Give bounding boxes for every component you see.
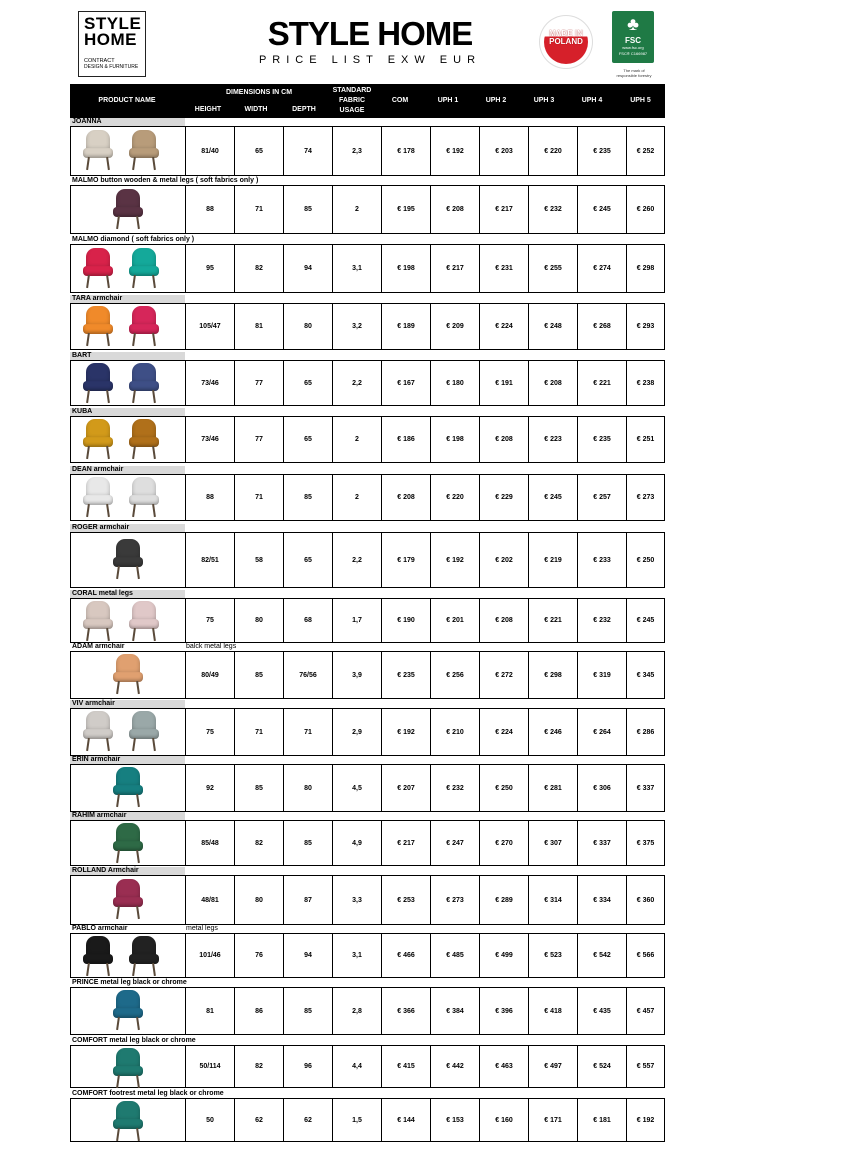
cell-depth: 94 bbox=[284, 934, 333, 977]
cell-uph5: € 457 bbox=[636, 1007, 655, 1015]
armchair-icon bbox=[111, 990, 145, 1030]
cell-uph3: € 298 bbox=[529, 652, 578, 698]
cell-depth: 74 bbox=[284, 127, 333, 175]
armchair-icon bbox=[81, 936, 115, 976]
cell-uph3: € 232 bbox=[529, 186, 578, 233]
cell-uph3: € 248 bbox=[529, 304, 578, 349]
logo-line-2: HOME bbox=[84, 30, 137, 49]
cell-uph3: € 221 bbox=[529, 599, 578, 642]
cell-uph4: € 257 bbox=[578, 475, 627, 520]
cell-uph1: € 210 bbox=[431, 709, 480, 755]
cell-uph1: € 153 bbox=[431, 1099, 480, 1141]
cell-uph3: € 171 bbox=[529, 1099, 578, 1141]
product-image bbox=[71, 934, 186, 977]
cell-fabric: 3,2 bbox=[333, 304, 382, 349]
cell-depth: 94 bbox=[284, 245, 333, 292]
fsc-note: The mark of responsible forestry bbox=[616, 68, 652, 78]
page-title: STYLE HOME bbox=[267, 15, 473, 52]
cell-depth: 76/56 bbox=[284, 652, 333, 698]
cell-uph4: € 524 bbox=[578, 1046, 627, 1087]
cell-uph4: € 542 bbox=[578, 934, 627, 977]
table-row bbox=[70, 875, 665, 925]
product-image bbox=[71, 186, 186, 233]
cell-fabric: 4,9 bbox=[333, 821, 382, 865]
cell-uph3: € 245 bbox=[529, 475, 578, 520]
cell-height: 92 bbox=[186, 765, 235, 811]
product-name: ERIN armchair bbox=[70, 756, 185, 764]
cell-uph1: € 247 bbox=[431, 821, 480, 865]
product-image bbox=[71, 876, 186, 924]
product-name: KUBA bbox=[70, 408, 185, 416]
product-name: CORAL metal legs bbox=[70, 590, 185, 598]
cell-fabric: 2,2 bbox=[333, 361, 382, 405]
fsc-code: FSC® C166987 bbox=[618, 51, 648, 56]
cell-uph3: € 255 bbox=[529, 245, 578, 292]
product-image bbox=[71, 127, 186, 175]
product-image bbox=[71, 361, 186, 405]
cell-uph2: € 270 bbox=[480, 821, 529, 865]
cell-com: € 167 bbox=[382, 361, 431, 405]
cell-width: 80 bbox=[235, 599, 284, 642]
cell-depth: 80 bbox=[284, 765, 333, 811]
cell-uph2: € 203 bbox=[480, 127, 529, 175]
product-name: ADAM armchair bbox=[72, 643, 125, 650]
cell-uph5: € 298 bbox=[636, 265, 655, 272]
cell-com: € 178 bbox=[382, 127, 431, 175]
cell-uph2: € 229 bbox=[480, 475, 529, 520]
cell-uph2: € 250 bbox=[480, 765, 529, 811]
fsc-name: FSC bbox=[625, 36, 641, 45]
cell-uph1: € 256 bbox=[431, 652, 480, 698]
armchair-icon bbox=[81, 363, 115, 403]
armchair-icon bbox=[81, 130, 115, 170]
cell-uph4: € 268 bbox=[578, 304, 627, 349]
product-note: balck metal legs bbox=[186, 643, 237, 650]
cell-height: 95 bbox=[186, 245, 235, 292]
armchair-icon bbox=[111, 539, 145, 579]
cell-width: 62 bbox=[235, 1099, 284, 1141]
cell-uph3: € 220 bbox=[529, 127, 578, 175]
made-in-poland-badge bbox=[540, 16, 592, 68]
logo-line-4: DESIGN & FURNITURE bbox=[84, 64, 139, 70]
cell-fabric: 2,9 bbox=[333, 709, 382, 755]
header-uph4: UPH 4 bbox=[581, 97, 603, 104]
cell-uph5: € 251 bbox=[636, 436, 655, 443]
product-name: MALMO button wooden & metal legs ( soft fabrics only ) bbox=[72, 177, 259, 184]
cell-com: € 195 bbox=[382, 186, 431, 233]
header-fabric-2: FABRIC bbox=[338, 97, 366, 104]
cell-uph1: € 209 bbox=[431, 304, 480, 349]
cell-uph5: € 238 bbox=[636, 379, 655, 387]
cell-uph2: € 272 bbox=[480, 652, 529, 698]
armchair-icon bbox=[127, 477, 161, 517]
cell-com: € 189 bbox=[382, 304, 431, 349]
cell-width: 86 bbox=[235, 988, 284, 1034]
cell-uph2: € 231 bbox=[480, 245, 529, 292]
cell-depth: 87 bbox=[284, 876, 333, 924]
cell-uph3: € 523 bbox=[529, 934, 578, 977]
cell-fabric: 4,4 bbox=[333, 1046, 382, 1087]
cell-com: € 466 bbox=[382, 934, 431, 977]
cell-uph1: € 192 bbox=[431, 127, 480, 175]
cell-depth: 71 bbox=[284, 709, 333, 755]
logo-line-1: STYLE bbox=[84, 14, 142, 33]
cell-width: 76 bbox=[235, 934, 284, 977]
header-depth: DEPTH bbox=[292, 106, 316, 113]
cell-com: € 198 bbox=[382, 245, 431, 292]
armchair-icon bbox=[127, 936, 161, 976]
cell-height: 75 bbox=[186, 709, 235, 755]
product-name: BART bbox=[70, 352, 185, 360]
cell-fabric: 2,2 bbox=[333, 533, 382, 587]
armchair-icon bbox=[111, 1048, 145, 1088]
product-name: RAHIM armchair bbox=[70, 812, 185, 820]
cell-uph1: € 208 bbox=[431, 186, 480, 233]
cell-width: 80 bbox=[235, 876, 284, 924]
cell-com: € 208 bbox=[382, 475, 431, 520]
table-row bbox=[70, 933, 665, 978]
cell-width: 81 bbox=[235, 304, 284, 349]
cell-com: € 235 bbox=[382, 652, 431, 698]
cell-fabric: 3,9 bbox=[333, 652, 382, 698]
cell-fabric: 3,3 bbox=[333, 876, 382, 924]
cell-height: 85/48 bbox=[186, 821, 235, 865]
cell-fabric: 2 bbox=[333, 475, 382, 520]
table-row bbox=[70, 708, 665, 756]
table-row bbox=[70, 416, 665, 463]
cell-height: 50 bbox=[186, 1099, 235, 1141]
armchair-icon bbox=[127, 248, 161, 288]
header-product: PRODUCT NAME bbox=[98, 97, 156, 104]
cell-uph3: € 219 bbox=[529, 533, 578, 587]
cell-uph2: € 191 bbox=[480, 361, 529, 405]
table-row bbox=[70, 244, 665, 293]
cell-uph4: € 235 bbox=[578, 127, 627, 175]
cell-width: 71 bbox=[235, 475, 284, 520]
product-note: metal legs bbox=[186, 925, 218, 932]
cell-depth: 85 bbox=[284, 821, 333, 865]
cell-fabric: 2 bbox=[333, 417, 382, 462]
armchair-icon bbox=[111, 823, 145, 863]
product-name: PABLO armchair bbox=[72, 925, 128, 932]
armchair-icon bbox=[127, 306, 161, 346]
cell-depth: 65 bbox=[284, 417, 333, 462]
cell-height: 50/114 bbox=[186, 1046, 235, 1087]
cell-com: € 253 bbox=[382, 876, 431, 924]
cell-uph1: € 485 bbox=[431, 934, 480, 977]
fsc-logo bbox=[612, 11, 654, 63]
cell-height: 101/46 bbox=[186, 934, 235, 977]
cell-depth: 96 bbox=[284, 1046, 333, 1087]
cell-uph3: € 497 bbox=[529, 1046, 578, 1087]
badge-line-2: POLAND bbox=[549, 37, 583, 46]
table-row bbox=[70, 651, 665, 699]
cell-uph1: € 192 bbox=[431, 533, 480, 587]
cell-uph3: € 307 bbox=[529, 821, 578, 865]
cell-width: 82 bbox=[235, 245, 284, 292]
cell-uph5: € 192 bbox=[636, 1116, 655, 1124]
cell-uph4: € 233 bbox=[578, 533, 627, 587]
cell-height: 81/40 bbox=[186, 127, 235, 175]
cell-uph5: € 245 bbox=[636, 617, 655, 624]
cell-depth: 65 bbox=[284, 533, 333, 587]
cell-height: 48/81 bbox=[186, 876, 235, 924]
cell-depth: 62 bbox=[284, 1099, 333, 1141]
cell-width: 65 bbox=[235, 127, 284, 175]
header-width: WIDTH bbox=[244, 106, 268, 113]
cell-depth: 68 bbox=[284, 599, 333, 642]
cell-uph5: € 260 bbox=[636, 206, 655, 213]
cell-uph2: € 463 bbox=[480, 1046, 529, 1087]
cell-uph1: € 220 bbox=[431, 475, 480, 520]
table-row bbox=[70, 532, 665, 588]
cell-com: € 192 bbox=[382, 709, 431, 755]
armchair-icon bbox=[111, 879, 145, 919]
cell-depth: 85 bbox=[284, 988, 333, 1034]
cell-uph5: € 557 bbox=[636, 1063, 655, 1070]
cell-com: € 190 bbox=[382, 599, 431, 642]
product-name: TARA armchair bbox=[70, 295, 185, 303]
cell-uph3: € 281 bbox=[529, 765, 578, 811]
cell-fabric: 3,1 bbox=[333, 934, 382, 977]
cell-width: 71 bbox=[235, 709, 284, 755]
cell-uph4: € 337 bbox=[578, 821, 627, 865]
cell-uph1: € 180 bbox=[431, 361, 480, 405]
cell-uph4: € 245 bbox=[578, 186, 627, 233]
cell-uph2: € 217 bbox=[480, 186, 529, 233]
cell-uph3: € 314 bbox=[529, 876, 578, 924]
cell-depth: 80 bbox=[284, 304, 333, 349]
cell-height: 80/49 bbox=[186, 652, 235, 698]
cell-com: € 186 bbox=[382, 417, 431, 462]
logo-line-3: CONTRACT bbox=[84, 58, 115, 64]
armchair-icon bbox=[81, 601, 115, 641]
cell-uph5: € 293 bbox=[636, 323, 655, 330]
product-name: ROLLAND Armchair bbox=[70, 867, 185, 875]
product-image bbox=[71, 988, 186, 1034]
header-com: COM bbox=[391, 97, 409, 104]
cell-uph2: € 289 bbox=[480, 876, 529, 924]
cell-depth: 65 bbox=[284, 361, 333, 405]
cell-com: € 366 bbox=[382, 988, 431, 1034]
cell-uph5: € 375 bbox=[636, 839, 655, 847]
cell-width: 85 bbox=[235, 652, 284, 698]
cell-height: 82/51 bbox=[186, 533, 235, 587]
cell-width: 82 bbox=[235, 821, 284, 865]
cell-uph1: € 198 bbox=[431, 417, 480, 462]
cell-uph5: € 345 bbox=[636, 671, 655, 679]
cell-uph4: € 221 bbox=[578, 361, 627, 405]
header-uph1: UPH 1 bbox=[437, 97, 459, 104]
product-image bbox=[71, 475, 186, 520]
product-name: DEAN armchair bbox=[70, 466, 185, 474]
product-image bbox=[71, 1099, 186, 1141]
armchair-icon bbox=[127, 130, 161, 170]
cell-fabric: 3,1 bbox=[333, 245, 382, 292]
cell-uph4: € 334 bbox=[578, 876, 627, 924]
armchair-icon bbox=[81, 306, 115, 346]
cell-width: 77 bbox=[235, 417, 284, 462]
table-row bbox=[70, 185, 665, 234]
armchair-icon bbox=[81, 419, 115, 459]
cell-uph4: € 319 bbox=[578, 652, 627, 698]
product-image bbox=[71, 1046, 186, 1087]
product-image bbox=[71, 765, 186, 811]
cell-width: 77 bbox=[235, 361, 284, 405]
cell-uph1: € 201 bbox=[431, 599, 480, 642]
cell-uph4: € 181 bbox=[578, 1099, 627, 1141]
cell-width: 85 bbox=[235, 765, 284, 811]
cell-uph2: € 208 bbox=[480, 417, 529, 462]
cell-uph1: € 217 bbox=[431, 245, 480, 292]
header-dimensions: DIMENSIONS IN CM bbox=[225, 89, 293, 96]
armchair-icon bbox=[81, 477, 115, 517]
cell-fabric: 2,8 bbox=[333, 988, 382, 1034]
style-home-logo bbox=[78, 11, 146, 77]
armchair-icon bbox=[127, 419, 161, 459]
armchair-icon bbox=[111, 1101, 145, 1141]
armchair-icon bbox=[111, 654, 145, 694]
product-image bbox=[71, 652, 186, 698]
armchair-icon bbox=[81, 248, 115, 288]
cell-uph5: € 337 bbox=[636, 784, 655, 792]
header-fabric-1: STANDARD bbox=[332, 87, 372, 94]
armchair-icon bbox=[111, 767, 145, 807]
table-row bbox=[70, 303, 665, 350]
cell-fabric: 2,3 bbox=[333, 127, 382, 175]
product-name: PRINCE metal leg black or chrome bbox=[72, 979, 187, 986]
cell-uph2: € 160 bbox=[480, 1099, 529, 1141]
table-row bbox=[70, 987, 665, 1035]
cell-uph5: € 566 bbox=[636, 952, 655, 959]
cell-height: 73/46 bbox=[186, 417, 235, 462]
header-height: HEIGHT bbox=[194, 106, 222, 113]
cell-uph1: € 384 bbox=[431, 988, 480, 1034]
cell-fabric: 1,5 bbox=[333, 1099, 382, 1141]
cell-width: 58 bbox=[235, 533, 284, 587]
cell-com: € 415 bbox=[382, 1046, 431, 1087]
armchair-icon bbox=[81, 711, 115, 751]
header-uph5: UPH 5 bbox=[630, 97, 651, 104]
product-name: ROGER armchair bbox=[70, 524, 185, 532]
cell-fabric: 2 bbox=[333, 186, 382, 233]
cell-uph2: € 396 bbox=[480, 988, 529, 1034]
product-image bbox=[71, 821, 186, 865]
table-row bbox=[70, 126, 665, 176]
product-name: VIV armchair bbox=[70, 700, 185, 708]
cell-uph5: € 250 bbox=[636, 556, 655, 564]
cell-uph4: € 232 bbox=[578, 599, 627, 642]
cell-uph1: € 273 bbox=[431, 876, 480, 924]
cell-com: € 207 bbox=[382, 765, 431, 811]
cell-uph2: € 224 bbox=[480, 709, 529, 755]
header-uph3: UPH 3 bbox=[533, 97, 555, 104]
armchair-icon bbox=[127, 711, 161, 751]
product-name: COMFORT footrest metal leg black or chrome bbox=[72, 1090, 224, 1097]
cell-width: 82 bbox=[235, 1046, 284, 1087]
cell-uph5: € 360 bbox=[636, 896, 655, 904]
cell-uph5: € 286 bbox=[636, 728, 655, 736]
table-header bbox=[70, 84, 665, 118]
cell-height: 105/47 bbox=[186, 304, 235, 349]
cell-com: € 179 bbox=[382, 533, 431, 587]
cell-fabric: 1,7 bbox=[333, 599, 382, 642]
table-row bbox=[70, 764, 665, 812]
cell-height: 75 bbox=[186, 599, 235, 642]
table-row bbox=[70, 1045, 665, 1088]
product-image bbox=[71, 417, 186, 462]
cell-uph3: € 246 bbox=[529, 709, 578, 755]
product-name: JOANNA bbox=[70, 118, 185, 126]
table-row bbox=[70, 360, 665, 406]
badge-line-1: MADE IN bbox=[549, 29, 583, 38]
product-image bbox=[71, 709, 186, 755]
armchair-icon bbox=[127, 601, 161, 641]
cell-uph2: € 224 bbox=[480, 304, 529, 349]
table-row bbox=[70, 820, 665, 866]
cell-com: € 217 bbox=[382, 821, 431, 865]
product-image bbox=[71, 304, 186, 349]
cell-uph4: € 264 bbox=[578, 709, 627, 755]
cell-fabric: 4,5 bbox=[333, 765, 382, 811]
cell-uph2: € 499 bbox=[480, 934, 529, 977]
product-name: COMFORT metal leg black or chrome bbox=[72, 1037, 196, 1044]
cell-uph2: € 202 bbox=[480, 533, 529, 587]
fsc-site: www.fsc.org bbox=[622, 45, 644, 50]
armchair-icon bbox=[127, 363, 161, 403]
table-row bbox=[70, 598, 665, 643]
cell-uph4: € 306 bbox=[578, 765, 627, 811]
cell-uph4: € 435 bbox=[578, 988, 627, 1034]
cell-height: 88 bbox=[186, 475, 235, 520]
cell-uph2: € 208 bbox=[480, 599, 529, 642]
page-subtitle: PRICE LIST EXW EUR bbox=[258, 54, 482, 66]
cell-uph3: € 223 bbox=[529, 417, 578, 462]
cell-uph1: € 442 bbox=[431, 1046, 480, 1087]
product-image bbox=[71, 533, 186, 587]
table-row bbox=[70, 1098, 665, 1142]
cell-uph3: € 418 bbox=[529, 988, 578, 1034]
armchair-icon bbox=[111, 189, 145, 229]
cell-height: 73/46 bbox=[186, 361, 235, 405]
product-name: MALMO diamond ( soft fabrics only ) bbox=[72, 236, 195, 243]
cell-com: € 144 bbox=[382, 1099, 431, 1141]
tree-icon: ♣ bbox=[627, 14, 639, 34]
cell-width: 71 bbox=[235, 186, 284, 233]
cell-uph5: € 252 bbox=[636, 147, 655, 155]
product-image bbox=[71, 245, 186, 292]
cell-depth: 85 bbox=[284, 475, 333, 520]
cell-height: 88 bbox=[186, 186, 235, 233]
cell-height: 81 bbox=[186, 988, 235, 1034]
product-image bbox=[71, 599, 186, 642]
cell-uph1: € 232 bbox=[431, 765, 480, 811]
cell-uph4: € 274 bbox=[578, 245, 627, 292]
cell-uph3: € 208 bbox=[529, 361, 578, 405]
table-row bbox=[70, 474, 665, 521]
cell-uph5: € 273 bbox=[636, 494, 655, 501]
header-uph2: UPH 2 bbox=[485, 97, 507, 104]
cell-uph4: € 235 bbox=[578, 417, 627, 462]
header-fabric-3: USAGE bbox=[339, 107, 365, 114]
cell-depth: 85 bbox=[284, 186, 333, 233]
